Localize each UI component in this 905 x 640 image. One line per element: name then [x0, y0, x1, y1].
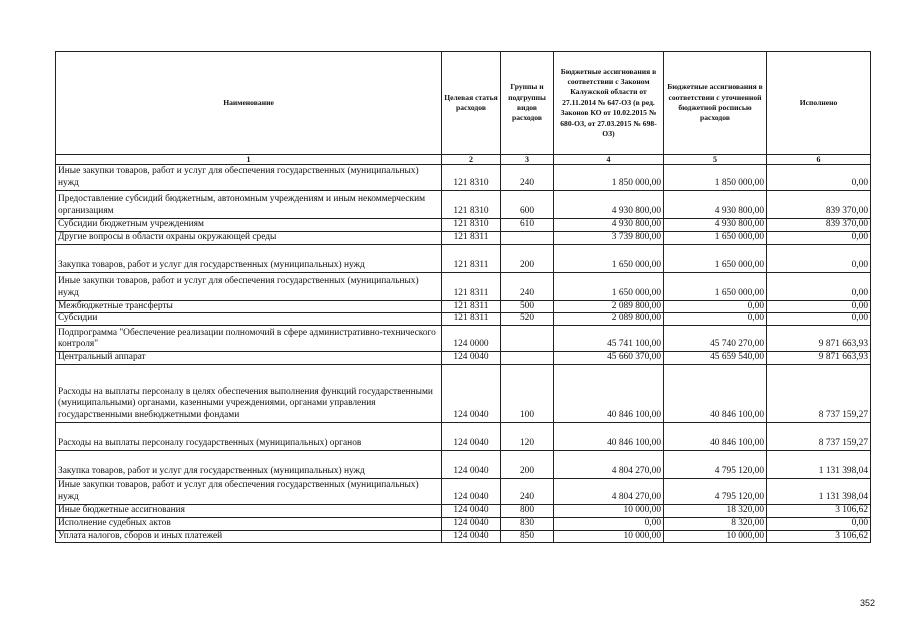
row-group: 600	[501, 191, 554, 219]
row-group: 240	[501, 478, 554, 504]
column-number: 1	[56, 155, 442, 165]
row-code: 124 0040	[442, 352, 501, 365]
table-row	[56, 219, 871, 232]
row-group: 800	[501, 504, 554, 517]
row-name: Уплата налогов, сборов и иных платежей	[56, 530, 442, 543]
row-law: 45 660 370,00	[554, 352, 664, 365]
row-executed: 0,00	[767, 244, 871, 272]
row-revised: 0,00	[664, 300, 767, 313]
row-code: 124 0000	[442, 326, 501, 352]
column-number: 4	[554, 155, 664, 165]
table-row	[56, 231, 871, 244]
row-code: 121 8311	[442, 300, 501, 313]
table-row	[56, 450, 871, 478]
row-group: 100	[501, 364, 554, 422]
row-group: 200	[501, 450, 554, 478]
row-law: 40 846 100,00	[554, 422, 664, 450]
table-row	[56, 517, 871, 530]
row-name: Исполнение судебных актов	[56, 517, 442, 530]
row-law: 10 000,00	[554, 504, 664, 517]
col-header-groups: Группы и подгруппы видов расходов	[501, 52, 554, 155]
row-code: 121 8311	[442, 272, 501, 300]
row-law: 2 089 800,00	[554, 300, 664, 313]
row-code: 124 0040	[442, 504, 501, 517]
row-law: 2 089 800,00	[554, 313, 664, 326]
row-revised: 40 846 100,00	[664, 422, 767, 450]
table-row	[56, 422, 871, 450]
row-group: 240	[501, 272, 554, 300]
row-executed: 0,00	[767, 517, 871, 530]
row-code: 121 8310	[442, 219, 501, 232]
row-executed: 9 871 663,93	[767, 352, 871, 365]
row-code: 121 8310	[442, 165, 501, 191]
row-revised: 4 795 120,00	[664, 478, 767, 504]
row-group	[501, 326, 554, 352]
row-code: 124 0040	[442, 364, 501, 422]
row-law: 10 000,00	[554, 530, 664, 543]
row-revised: 1 650 000,00	[664, 272, 767, 300]
row-revised: 10 000,00	[664, 530, 767, 543]
row-code: 121 8311	[442, 231, 501, 244]
row-code: 124 0040	[442, 530, 501, 543]
row-code: 121 8310	[442, 191, 501, 219]
row-name: Закупка товаров, работ и услуг для государственных (муниципальных) нужд	[56, 244, 442, 272]
row-revised: 8 320,00	[664, 517, 767, 530]
row-executed: 8 737 159,27	[767, 422, 871, 450]
table-row	[56, 191, 871, 219]
col-header-revised: Бюджетные ассигнования в соответствии с уточненной бюджетной росписью расходов	[664, 52, 767, 155]
table-row	[56, 504, 871, 517]
column-number: 5	[664, 155, 767, 165]
row-code: 124 0040	[442, 517, 501, 530]
row-revised: 4 930 800,00	[664, 219, 767, 232]
row-executed: 839 370,00	[767, 191, 871, 219]
row-group: 610	[501, 219, 554, 232]
table-row	[56, 530, 871, 543]
row-executed: 0,00	[767, 231, 871, 244]
row-law: 4 930 800,00	[554, 191, 664, 219]
row-group	[501, 231, 554, 244]
row-revised: 1 650 000,00	[664, 244, 767, 272]
row-law: 0,00	[554, 517, 664, 530]
row-group: 850	[501, 530, 554, 543]
row-law: 1 650 000,00	[554, 244, 664, 272]
row-name: Предоставление субсидий бюджетным, автономным учреждениям и иным некоммерческим организациям	[56, 191, 442, 219]
row-group: 500	[501, 300, 554, 313]
row-group: 200	[501, 244, 554, 272]
row-group: 240	[501, 165, 554, 191]
row-executed: 0,00	[767, 165, 871, 191]
row-name: Межбюджетные трансферты	[56, 300, 442, 313]
table-row	[56, 313, 871, 326]
table-row	[56, 478, 871, 504]
row-revised: 0,00	[664, 313, 767, 326]
budget-table	[55, 51, 871, 543]
row-name: Подпрограмма "Обеспечение реализации полномочий в сфере административно-технического контроля"	[56, 326, 442, 352]
col-header-name: Наименование	[56, 52, 442, 155]
row-executed: 3 106,62	[767, 504, 871, 517]
row-executed: 3 106,62	[767, 530, 871, 543]
row-law: 4 804 270,00	[554, 450, 664, 478]
column-number-row	[56, 155, 871, 165]
row-revised: 40 846 100,00	[664, 364, 767, 422]
row-code: 121 8311	[442, 313, 501, 326]
row-group	[501, 352, 554, 365]
row-executed: 839 370,00	[767, 219, 871, 232]
row-name: Другие вопросы в области охраны окружающей среды	[56, 231, 442, 244]
row-revised: 4 930 800,00	[664, 191, 767, 219]
row-revised: 18 320,00	[664, 504, 767, 517]
row-name: Субсидии	[56, 313, 442, 326]
row-executed: 9 871 663,93	[767, 326, 871, 352]
row-code: 124 0040	[442, 450, 501, 478]
page-number: 352	[860, 598, 876, 608]
table-row	[56, 165, 871, 191]
row-law: 4 930 800,00	[554, 219, 664, 232]
row-name: Центральный аппарат	[56, 352, 442, 365]
table-row	[56, 272, 871, 300]
row-executed: 8 737 159,27	[767, 364, 871, 422]
row-executed: 0,00	[767, 313, 871, 326]
col-header-target: Целевая статья расходов	[442, 52, 501, 155]
header-row	[56, 52, 871, 155]
row-law: 3 739 800,00	[554, 231, 664, 244]
row-name: Иные закупки товаров, работ и услуг для обеспечения государственных (муниципальных) нужд	[56, 165, 442, 191]
row-law: 45 741 100,00	[554, 326, 664, 352]
col-header-executed: Исполнено	[767, 52, 871, 155]
table-row	[56, 364, 871, 422]
col-header-law: Бюджетные ассигнования в соответствии с Законом Калужской области от 27.11.2014 № 647-ОЗ (в ред. Законов КО от 10.02.2015 № 680-ОЗ, от 27.03.2015 № 698-ОЗ)	[554, 52, 664, 155]
row-name: Расходы на выплаты персоналу в целях обеспечения выполнения функций государственными (муниципальными) органами, казенными учреждениями, органами управления государственными внебюджетными фондами	[56, 364, 442, 422]
row-name: Иные закупки товаров, работ и услуг для обеспечения государственных (муниципальных) нужд	[56, 272, 442, 300]
row-executed: 1 131 398,04	[767, 478, 871, 504]
table-row	[56, 326, 871, 352]
row-executed: 0,00	[767, 300, 871, 313]
column-number: 3	[501, 155, 554, 165]
row-name: Расходы на выплаты персоналу государственных (муниципальных) органов	[56, 422, 442, 450]
row-group: 120	[501, 422, 554, 450]
row-executed: 0,00	[767, 272, 871, 300]
row-group: 520	[501, 313, 554, 326]
row-code: 124 0040	[442, 478, 501, 504]
row-law: 40 846 100,00	[554, 364, 664, 422]
row-name: Иные бюджетные ассигнования	[56, 504, 442, 517]
row-revised: 45 740 270,00	[664, 326, 767, 352]
row-name: Иные закупки товаров, работ и услуг для обеспечения государственных (муниципальных) нужд	[56, 478, 442, 504]
row-law: 1 650 000,00	[554, 272, 664, 300]
row-name: Субсидии бюджетным учреждениям	[56, 219, 442, 232]
row-executed: 1 131 398,04	[767, 450, 871, 478]
row-name: Закупка товаров, работ и услуг для государственных (муниципальных) нужд	[56, 450, 442, 478]
row-group: 830	[501, 517, 554, 530]
row-code: 121 8311	[442, 244, 501, 272]
row-revised: 4 795 120,00	[664, 450, 767, 478]
table-row	[56, 352, 871, 365]
row-code: 124 0040	[442, 422, 501, 450]
column-number: 6	[767, 155, 871, 165]
table-row	[56, 244, 871, 272]
row-revised: 1 850 000,00	[664, 165, 767, 191]
row-law: 4 804 270,00	[554, 478, 664, 504]
row-revised: 1 650 000,00	[664, 231, 767, 244]
row-revised: 45 659 540,00	[664, 352, 767, 365]
column-number: 2	[442, 155, 501, 165]
table-row	[56, 300, 871, 313]
row-law: 1 850 000,00	[554, 165, 664, 191]
